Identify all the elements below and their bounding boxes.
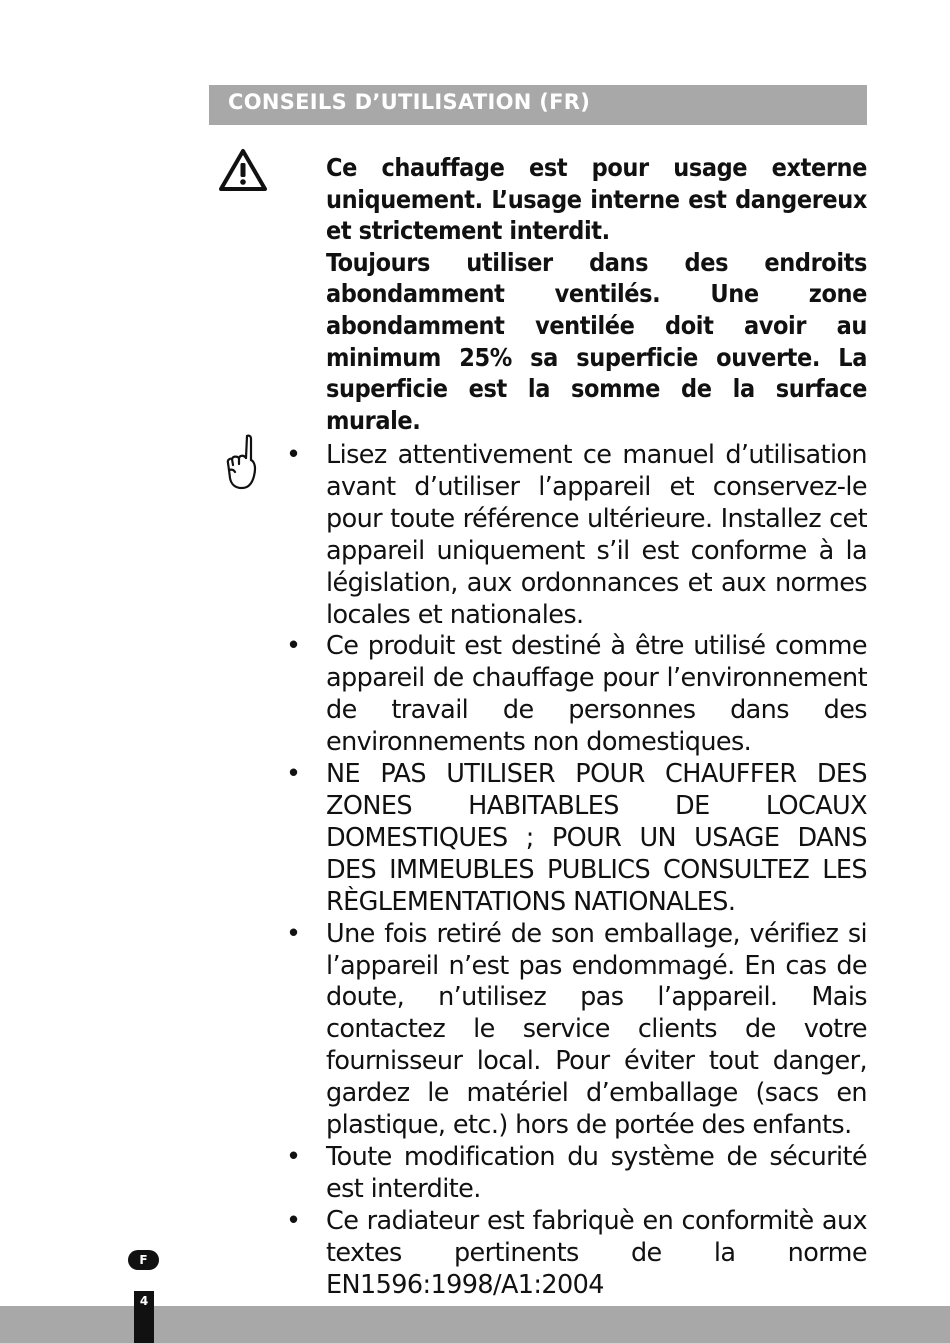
list-item (286, 759, 867, 919)
bullet-text: Lisez attentivement ce manuel d’utilisation avant d’utiliser l’appareil et conservez-le pour toute référence ultérieure. Installez cet appareil uniquement s’il est conforme à la législation, aux ordonnances et aux normes locales et nationales. (326, 440, 867, 630)
bullet-marker: • (286, 1141, 301, 1172)
list-item (286, 1206, 867, 1302)
bullet-text: Ce produit est destiné à être utilisé comme appareil de chauffage pour l’environnement de travail de personnes dans des environnements non domestiques. (326, 631, 867, 758)
bullet-marker: • (286, 918, 301, 949)
pointing-hand-icon (222, 432, 262, 494)
list-item (286, 1142, 867, 1206)
list-item (286, 440, 867, 631)
bullet-marker: • (286, 631, 301, 662)
warning-paragraph: Ce chauffage est pour usage externe uniquement. L’usage interne est dangereux et strictement interdit. (326, 153, 867, 246)
bullet-marker: • (286, 440, 301, 470)
page-number: 4 (139, 1294, 149, 1308)
bullet-text: Ce radiateur est fabriquè en conformitè aux textes pertinents de la norme EN1596:1998/A1:2004 (326, 1205, 867, 1300)
language-badge: F (128, 1250, 159, 1270)
section-title: CONSEILS D’UTILISATION (FR) (228, 90, 591, 114)
warning-block (326, 152, 867, 436)
bullet-text: NE PAS UTILISER POUR CHAUFFER DES ZONES HABITABLES DE LOCAUX DOMESTIQUES ; POUR UN USAGE DANS DES IMMEUBLES PUBLICS CONSULTEZ LES RÈGLEMENTATIONS NATIONALES. (326, 759, 867, 917)
safety-bullet-list (286, 440, 867, 1301)
bullet-marker: • (286, 1205, 301, 1236)
warning-triangle-icon (218, 148, 268, 192)
bullet-marker: • (286, 759, 301, 790)
list-item (286, 631, 867, 759)
list-item (286, 919, 867, 1142)
bullet-text: Toute modification du système de sécurité est interdite. (326, 1141, 867, 1204)
section-header-bar (209, 85, 867, 125)
page-number-tab (134, 1291, 154, 1343)
bullet-text: Une fois retiré de son emballage, vérifiez si l’appareil n’est pas endommagé. En cas de doute, n’utilisez pas l’appareil. Mais contactez le service clients de votre fournisseur local. Pour éviter tout danger, gardez le matériel d’emballage (sacs en plastique, etc.) hors de portée des enfants. (326, 918, 867, 1141)
warning-paragraph: Toujours utiliser dans des endroits abondamment ventilés. Une zone abondamment ventilée doit avoir au minimum 25% sa superficie ouverte. La superficie est la somme de la surface murale. (326, 247, 867, 435)
